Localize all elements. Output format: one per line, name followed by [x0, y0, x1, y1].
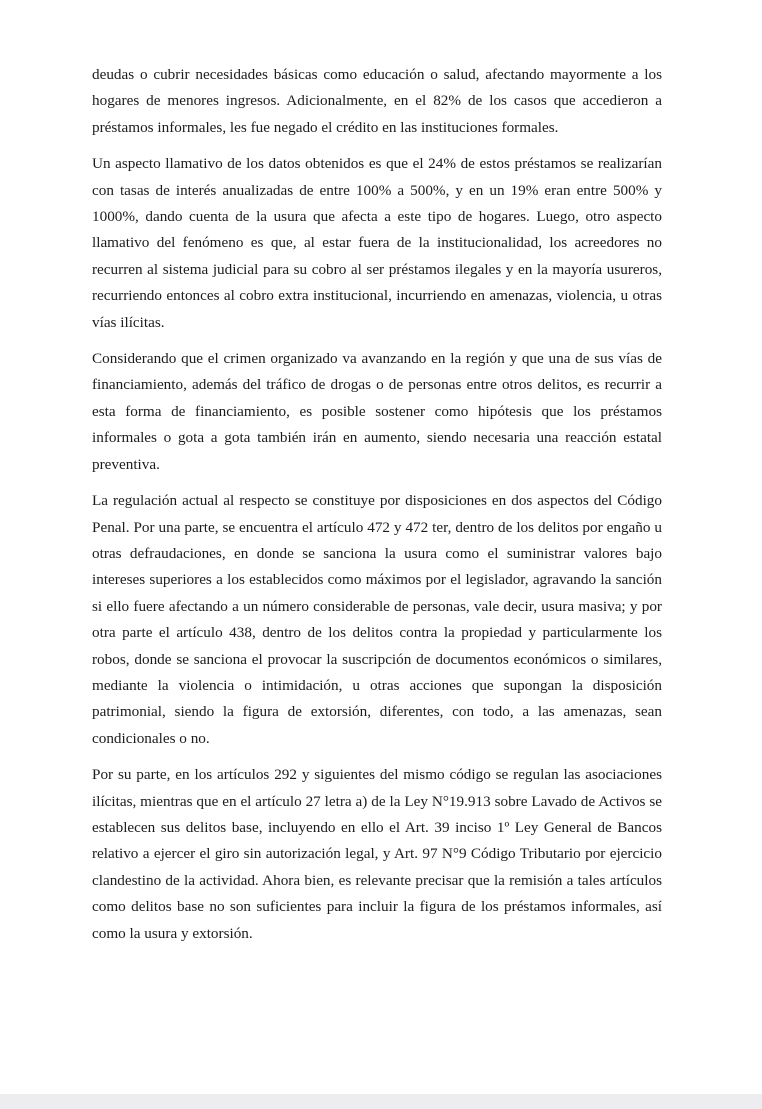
paragraph-1: deudas o cubrir necesidades básicas como educación o salud, afectando mayormente a los hogares de menores ingresos. Adicionalmente, en el 82% de los casos que accedieron a préstamos informales, les fue negado el crédito en las instituciones formales.: [92, 66, 662, 136]
paragraph-4: La regulación actual al respecto se constituye por disposiciones en dos aspectos del Código Penal. Por una parte, se encuentra el artículo 472 y 472 ter, dentro de los delitos por engaño u otras defraudaciones, en donde se sanciona la usura como el suministrar valores bajo intereses superiores a los establecidos como máximos por el legislador, agravando la sanción si ello fuere afectando a un número considerable de personas, vale decir, usura masiva; y por otra parte el artículo 438, dentro de los delitos contra la propiedad y particularmente los robos, donde se sanciona el provocar la suscripción de documentos económicos o similares, mediante la violencia o intimidación, u otras acciones que supongan la disposición patrimonial, siendo la figura de extorsión, diferentes, con todo, a las amenazas, sean condicionales o no.: [92, 492, 662, 747]
paragraph-2: Un aspecto llamativo de los datos obtenidos es que el 24% de estos préstamos se realizarían con tasas de interés anualizadas de entre 100% a 500%, y en un 19% eran entre 500% y 1000%, dando cuenta de la usura que afecta a este tipo de hogares. Luego, otro aspecto llamativo del fenómeno es que, al estar fuera de la institucionalidad, los acreedores no recurren al sistema judicial para su cobro al ser préstamos ilegales y en la mayoría usureros, recurriendo entonces al cobro extra institucional, incurriendo en amenazas, violencia, u otras vías ilícitas.: [92, 155, 662, 331]
page-bottom-edge: [0, 1094, 762, 1109]
paragraph-5: Por su parte, en los artículos 292 y siguientes del mismo código se regulan las asociaciones ilícitas, mientras que en el artículo 27 letra a) de la Ley N°19.913 sobre Lavado de Activos se establecen sus delitos base, incluyendo en ello el Art. 39 inciso 1º Ley General de Bancos relativo a ejercer el giro sin autorización legal, y Art. 97 N°9 Código Tributario por ejercicio clandestino de la actividad. Ahora bien, es relevante precisar que la remisión a tales artículos como delitos base no son suficientes para incluir la figura de los préstamos informales, así como la usura y extorsión.: [92, 766, 662, 942]
document-body: [92, 62, 662, 957]
paragraph-3: Considerando que el crimen organizado va avanzando en la región y que una de sus vías de financiamiento, además del tráfico de drogas o de personas entre otros delitos, es recurrir a esta forma de financiamiento, es posible sostener como hipótesis que los préstamos informales o gota a gota también irán en aumento, siendo necesaria una reacción estatal preventiva.: [92, 350, 662, 473]
